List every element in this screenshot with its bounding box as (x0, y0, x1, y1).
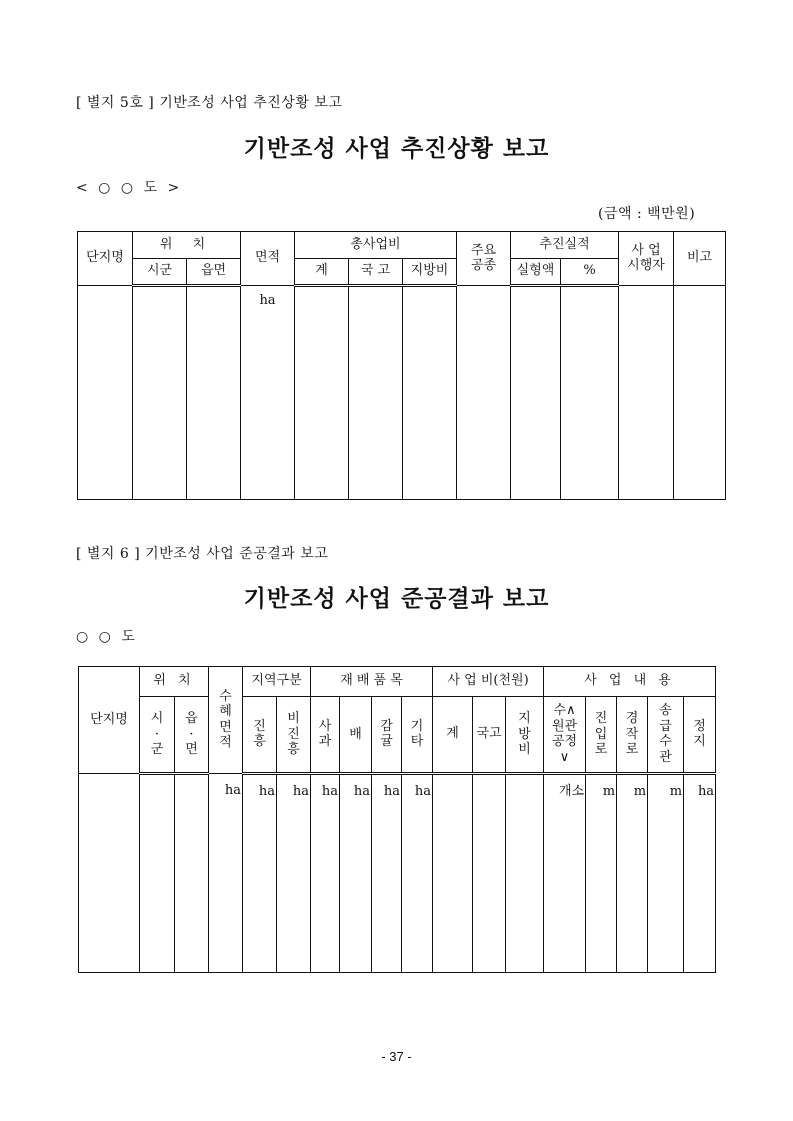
page-number: - 37 - (381, 1049, 412, 1064)
h2-national: 국고 (473, 697, 506, 774)
h2-nonpromo: 비진흥 (277, 697, 311, 774)
form5-unit: (금액 : 백만원) (598, 206, 696, 222)
unit-cell: ha (277, 774, 311, 973)
h2-eup-myeon: 읍·면 (175, 697, 209, 774)
progress-report-table (77, 231, 726, 500)
unit-cell: 개소 (544, 774, 586, 973)
header-sigun: 시군 (133, 259, 187, 286)
h2-pear: 배 (340, 697, 372, 774)
unit-cell: ha (340, 774, 372, 973)
form6-title: 기반조성 사업 준공결과 보고 (243, 586, 550, 612)
header-total: 계 (295, 259, 349, 286)
unit-cell: ha (402, 774, 433, 973)
unit-cell: ha (209, 774, 243, 973)
table-row (79, 774, 716, 973)
h2-total: 계 (433, 697, 473, 774)
header-percent: % (561, 259, 619, 286)
header-total-cost: 총사업비 (295, 232, 457, 259)
h2-access-road: 진입로 (586, 697, 617, 774)
h2-apple: 사과 (311, 697, 340, 774)
form5-title: 기반조성 사업 추진상황 보고 (243, 136, 550, 162)
h2-region: 지역구분 (243, 667, 311, 697)
unit-cell: m (617, 774, 648, 973)
header-area: 면적 (241, 232, 295, 286)
form6-caption: [ 별지 6 ] 기반조성 사업 준공결과 보고 (76, 546, 329, 562)
form5-province: < ○ ○ 도 > (76, 180, 183, 196)
h2-water: 수∧원관공정∨ (544, 697, 586, 774)
h2-location: 위 치 (140, 667, 209, 697)
unit-cell: ha (243, 774, 277, 973)
form6-province: ○ ○ 도 (76, 629, 138, 645)
unit-cell: ha (372, 774, 402, 973)
area-unit: ha (241, 286, 295, 500)
completion-report-table (78, 666, 716, 973)
h2-cost: 사 업 비(천원) (433, 667, 544, 697)
h2-arrange: 정지 (684, 697, 716, 774)
header-location: 위 치 (133, 232, 241, 259)
header-national: 국 고 (349, 259, 403, 286)
header-complex: 단지명 (78, 232, 133, 286)
header-actual: 실형액 (511, 259, 561, 286)
header-operator: 사 업 시행자 (619, 232, 674, 286)
unit-cell: ha (311, 774, 340, 973)
h2-local: 지방비 (506, 697, 544, 774)
header-progress: 추진실적 (511, 232, 619, 259)
h2-crops: 재 배 품 목 (311, 667, 433, 697)
h2-benefit-area: 수혜면적 (209, 667, 243, 774)
header-remarks: 비고 (674, 232, 726, 286)
header-eupmyeon: 읍면 (187, 259, 241, 286)
table-row (78, 286, 726, 500)
h2-si-gun: 시·군 (140, 697, 175, 774)
h2-citrus: 감귤 (372, 697, 402, 774)
h2-complex: 단지명 (79, 667, 140, 774)
h2-other: 기타 (402, 697, 433, 774)
h2-promo: 진흥 (243, 697, 277, 774)
h2-farm-road: 경작로 (617, 697, 648, 774)
unit-cell: m (586, 774, 617, 973)
unit-cell: ha (684, 774, 716, 973)
header-main-work: 주요 공종 (457, 232, 511, 286)
h2-content: 사 업 내 용 (544, 667, 716, 697)
form5-caption: [ 별지 5호 ] 기반조성 사업 추진상황 보고 (76, 95, 343, 111)
unit-cell: m (648, 774, 684, 973)
header-local: 지방비 (403, 259, 457, 286)
h2-pipe: 송급수관 (648, 697, 684, 774)
